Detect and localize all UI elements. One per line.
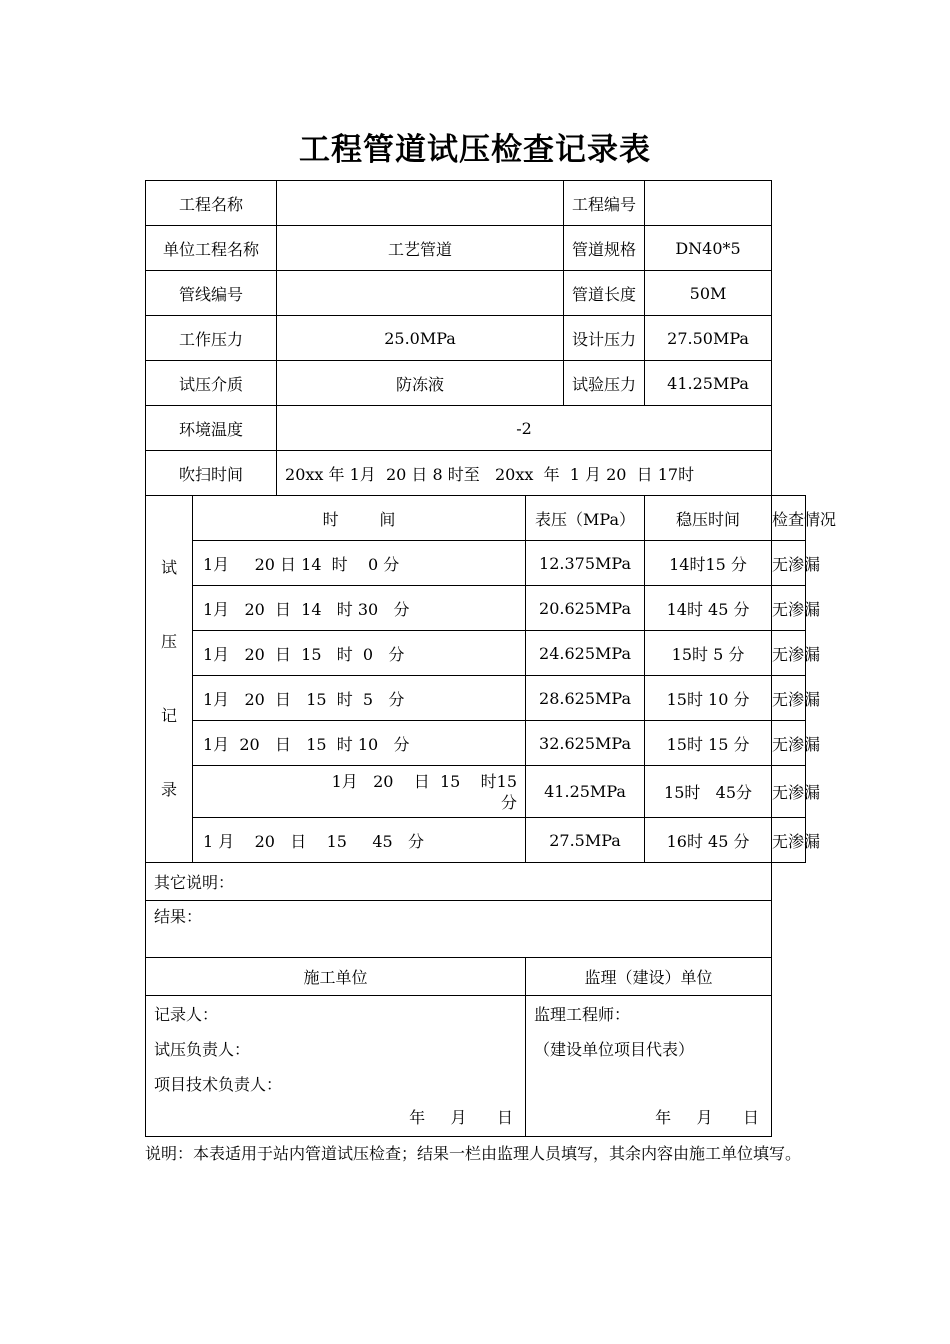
- work-pressure-value: 25.0MPa: [277, 316, 564, 361]
- design-pressure-label: 设计压力: [564, 316, 645, 361]
- col-pressure-header: 表压（MPa）: [526, 496, 645, 541]
- row-medium: [146, 361, 806, 406]
- pipe-length-label: 管道长度: [564, 271, 645, 316]
- record-status: 无渗漏: [772, 631, 806, 676]
- test-pressure-label: 试验压力: [564, 361, 645, 406]
- record-status: 无渗漏: [772, 676, 806, 721]
- record-hold: 15时 45分: [645, 766, 772, 818]
- side-char: 记: [160, 706, 177, 725]
- medium-value: 防冻液: [277, 361, 564, 406]
- record-header-row: [146, 496, 806, 541]
- record-time: 1月 20 日 15 时 0 分: [193, 631, 526, 676]
- construction-unit-header: 施工单位: [146, 958, 526, 996]
- pipe-spec-value: DN40*5: [645, 226, 772, 271]
- record-row: [146, 676, 806, 721]
- record-row: [146, 541, 806, 586]
- record-status: 无渗漏: [772, 541, 806, 586]
- record-side-label: [146, 496, 193, 863]
- pressure-test-form: [145, 180, 837, 1137]
- record-status: 无渗漏: [772, 721, 806, 766]
- record-time: 1月 20 日 15 时 10 分: [193, 721, 526, 766]
- env-temp-label: 环境温度: [146, 406, 277, 451]
- recorder-label: 记录人：: [154, 1005, 219, 1024]
- line-no-value: [277, 271, 564, 316]
- supervision-signature-area: [526, 996, 772, 1137]
- record-hold: 14时15 分: [645, 541, 772, 586]
- record-hold: 15时 5 分: [645, 631, 772, 676]
- supervision-unit-header: 监理（建设）单位: [526, 958, 772, 996]
- project-no-value: [645, 181, 772, 226]
- record-row: [146, 586, 806, 631]
- record-hold: 15时 10 分: [645, 676, 772, 721]
- record-row: [146, 631, 806, 676]
- side-char: 录: [160, 780, 177, 799]
- pipe-length-value: 50M: [645, 271, 772, 316]
- record-pressure: 20.625MPa: [526, 586, 645, 631]
- side-char: 压: [160, 632, 177, 651]
- record-pressure: 41.25MPa: [526, 766, 645, 818]
- record-row: [146, 721, 806, 766]
- row-purge-time: [146, 451, 806, 496]
- row-work-pressure: [146, 316, 806, 361]
- record-time: 1月 20 日 15 时 5 分: [193, 676, 526, 721]
- record-hold: 15时 15 分: [645, 721, 772, 766]
- record-time: 1 月 20 日 15 45 分: [193, 818, 526, 863]
- other-remarks: 其它说明：: [146, 863, 772, 901]
- test-leader-label: 试压负责人：: [154, 1040, 251, 1059]
- record-pressure: 12.375MPa: [526, 541, 645, 586]
- project-name-value: [277, 181, 564, 226]
- record-time: 1月 20 日 15 时15 分: [193, 766, 526, 818]
- record-pressure: 24.625MPa: [526, 631, 645, 676]
- row-other: [146, 863, 806, 901]
- supervisor-label: 监理工程师：: [534, 1005, 631, 1024]
- record-time: 1月 20 日 14 时 30 分: [193, 586, 526, 631]
- env-temp-value: -2: [277, 406, 772, 451]
- side-char: 试: [160, 558, 177, 577]
- project-name-label: 工程名称: [146, 181, 277, 226]
- row-project-name: [146, 181, 806, 226]
- project-no-label: 工程编号: [564, 181, 645, 226]
- record-row: [146, 766, 806, 818]
- purge-time-label: 吹扫时间: [146, 451, 277, 496]
- row-result: [146, 901, 806, 958]
- record-status: 无渗漏: [772, 766, 806, 818]
- page-title: 工程管道试压检查记录表: [299, 132, 651, 168]
- record-time: 1月 20 日 14 时 0 分: [193, 541, 526, 586]
- row-signature: [146, 996, 806, 1137]
- row-unit-project: [146, 226, 806, 271]
- row-signature-header: [146, 958, 806, 996]
- record-status: 无渗漏: [772, 818, 806, 863]
- work-pressure-label: 工作压力: [146, 316, 277, 361]
- medium-label: 试压介质: [146, 361, 277, 406]
- purge-time-value: 20xx 年 1月 20 日 8 时至 20xx 年 1 月 20 日 17时: [277, 451, 772, 496]
- unit-project-value: 工艺管道: [277, 226, 564, 271]
- record-hold: 16时 45 分: [645, 818, 772, 863]
- supervision-date: 年 月 日: [655, 1108, 760, 1127]
- record-hold: 14时 45 分: [645, 586, 772, 631]
- design-pressure-value: 27.50MPa: [645, 316, 772, 361]
- owner-rep-label: （建设单位项目代表）: [534, 1040, 695, 1059]
- test-pressure-value: 41.25MPa: [645, 361, 772, 406]
- row-env-temp: [146, 406, 806, 451]
- record-pressure: 28.625MPa: [526, 676, 645, 721]
- col-hold-header: 稳压时间: [645, 496, 772, 541]
- line-no-label: 管线编号: [146, 271, 277, 316]
- row-line-no: [146, 271, 806, 316]
- tech-leader-label: 项目技术负责人：: [154, 1075, 283, 1094]
- record-pressure: 27.5MPa: [526, 818, 645, 863]
- result-field: 结果：: [146, 901, 772, 958]
- pipe-spec-label: 管道规格: [564, 226, 645, 271]
- construction-signature-area: [146, 996, 526, 1137]
- unit-project-label: 单位工程名称: [146, 226, 277, 271]
- record-pressure: 32.625MPa: [526, 721, 645, 766]
- record-status: 无渗漏: [772, 586, 806, 631]
- footnote: 说明：本表适用于站内管道试压检查；结果一栏由监理人员填写，其余内容由施工单位填写。: [145, 1144, 802, 1163]
- record-row: [146, 818, 806, 863]
- construction-date: 年 月 日: [409, 1108, 514, 1127]
- col-time-header: 时 间: [193, 496, 526, 541]
- col-status-header: 检查情况: [772, 496, 806, 541]
